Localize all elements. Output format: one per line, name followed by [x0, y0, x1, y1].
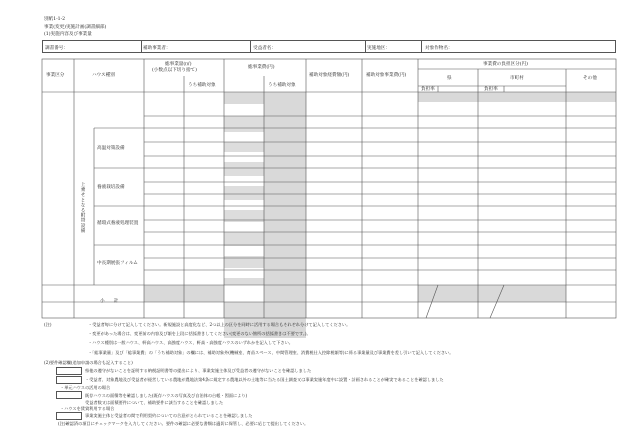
check-text-1a: 県他の遵守がないことを証明する納税証明書等の提出により、事業実施主体及び受益者の遵守がないことを確認しました — [85, 368, 312, 373]
note-3: ・ハウス種別は一般ハウス、軒高ハウス、高強度ハウス、軒高・高強度ハウスのいずれかを記入して下さい。 — [88, 340, 293, 345]
col-city: 市町村 — [510, 76, 524, 81]
note-2: ・変更があった場合は、変更前の内容及び額を上段に括弧書きしてください(変更のない箇所の括弧書きは不要です。)。 — [88, 331, 311, 336]
notes-head: (注) — [44, 322, 52, 327]
col-cost: 総事業費(円) — [248, 65, 275, 70]
col-pref: 県 — [447, 76, 452, 81]
crop-label: 対象作物名： — [425, 45, 453, 51]
check-box-1[interactable] — [56, 367, 82, 375]
row-label-2: 養液栽培設備 — [97, 185, 125, 190]
recipient-label: 受益者名： — [253, 45, 276, 51]
row-group-label: 上乗せとなる附帯設備 — [80, 182, 85, 233]
area-label: 実施地区： — [367, 45, 390, 51]
col-house: ハウス種別 — [92, 73, 115, 78]
survey-no-label: 調書番号： — [45, 45, 68, 51]
row-label-4: 中長期展張フィルム — [97, 261, 138, 266]
subsidy-label: 補助事業者： — [143, 45, 171, 51]
check-text-1b: ・受益者、対象農地及び受益者が経営している農地が農地法第4条に規定する農地以外の土地等に当たる国土調査又は事業実施年度中に設置・計画されることが確実であることを確認しました — [85, 377, 444, 382]
col-rate-city: 負担率 — [484, 87, 498, 92]
form-label: 別紙1-1-2 — [44, 17, 66, 22]
check-text-2: ・単元ハウスの活用の場合 — [60, 385, 111, 390]
check-text-2b: 受益者数又は面積要件について、補助要件に該当することを確認しました — [85, 400, 224, 405]
col-subsidy: 補助対象経費額(円) — [309, 73, 350, 78]
check-box-4[interactable] — [56, 412, 82, 420]
check-text-3a: 事業実施主体と受益者の間で利用契約についての合意がとられていることを確認しました — [85, 413, 253, 418]
col-subsidy-cost: 補助対象事業費(円) — [366, 73, 407, 78]
subtotal-label: 小 計 — [100, 299, 119, 304]
check-text-2a: 既存ハウスの面積等を確認しました(既存ハウスの写真及び自治体の台帳・図面により) — [85, 393, 248, 398]
col-burden: 事業費の負担区分(円) — [483, 62, 528, 67]
note-4: ・「総事業量」及び「総事業費」の「うち補助対象」の欄には、補助対象外(機械室、育苗スペース、中間管理室、消費税仕入控除税額等)に係る事業量及び事業費を差し引いて記入してください。 — [88, 350, 454, 355]
check-text-3: ・ハウスを賃貸利用する場合 — [60, 406, 115, 411]
col-cost-hojo: うち補助対象 — [268, 83, 296, 88]
col-other: その他 — [583, 76, 597, 81]
col-rate-pref: 負担率 — [421, 87, 435, 92]
col-qty-hojo: うち補助対象 — [188, 83, 216, 88]
note-1: ・受益者毎に分けて記入してください。新規施設と高度化など、2つ以上の区分を同時に活用する場合もそれぞれ分けて記入してください。 — [88, 322, 351, 327]
form-title: 事業(変更)実施計画(調書細部) — [44, 25, 107, 30]
row-label-1: 高温対策設備 — [97, 146, 125, 151]
section1-title: (1)実施内容及び事業量 — [44, 32, 92, 37]
row-label-3: 循環式養液処理装置 — [97, 221, 139, 226]
section2-title: (2)要件確認欄(追加申請の場合も記入すること) — [44, 360, 133, 365]
col-qty-sub: (小数点以下切り捨て) — [152, 68, 197, 73]
check-box-3[interactable] — [56, 391, 82, 399]
col-qty: 総事業量(㎡) — [165, 62, 192, 67]
check-text-4: (注)確認済の項目にチェックマークを入力してください。要件の確認に必要な書類は適切に保管し、必要に応じて提出してください。 — [58, 421, 309, 426]
col-kubun: 事業区分 — [46, 73, 65, 78]
check-box-2[interactable] — [56, 376, 82, 384]
